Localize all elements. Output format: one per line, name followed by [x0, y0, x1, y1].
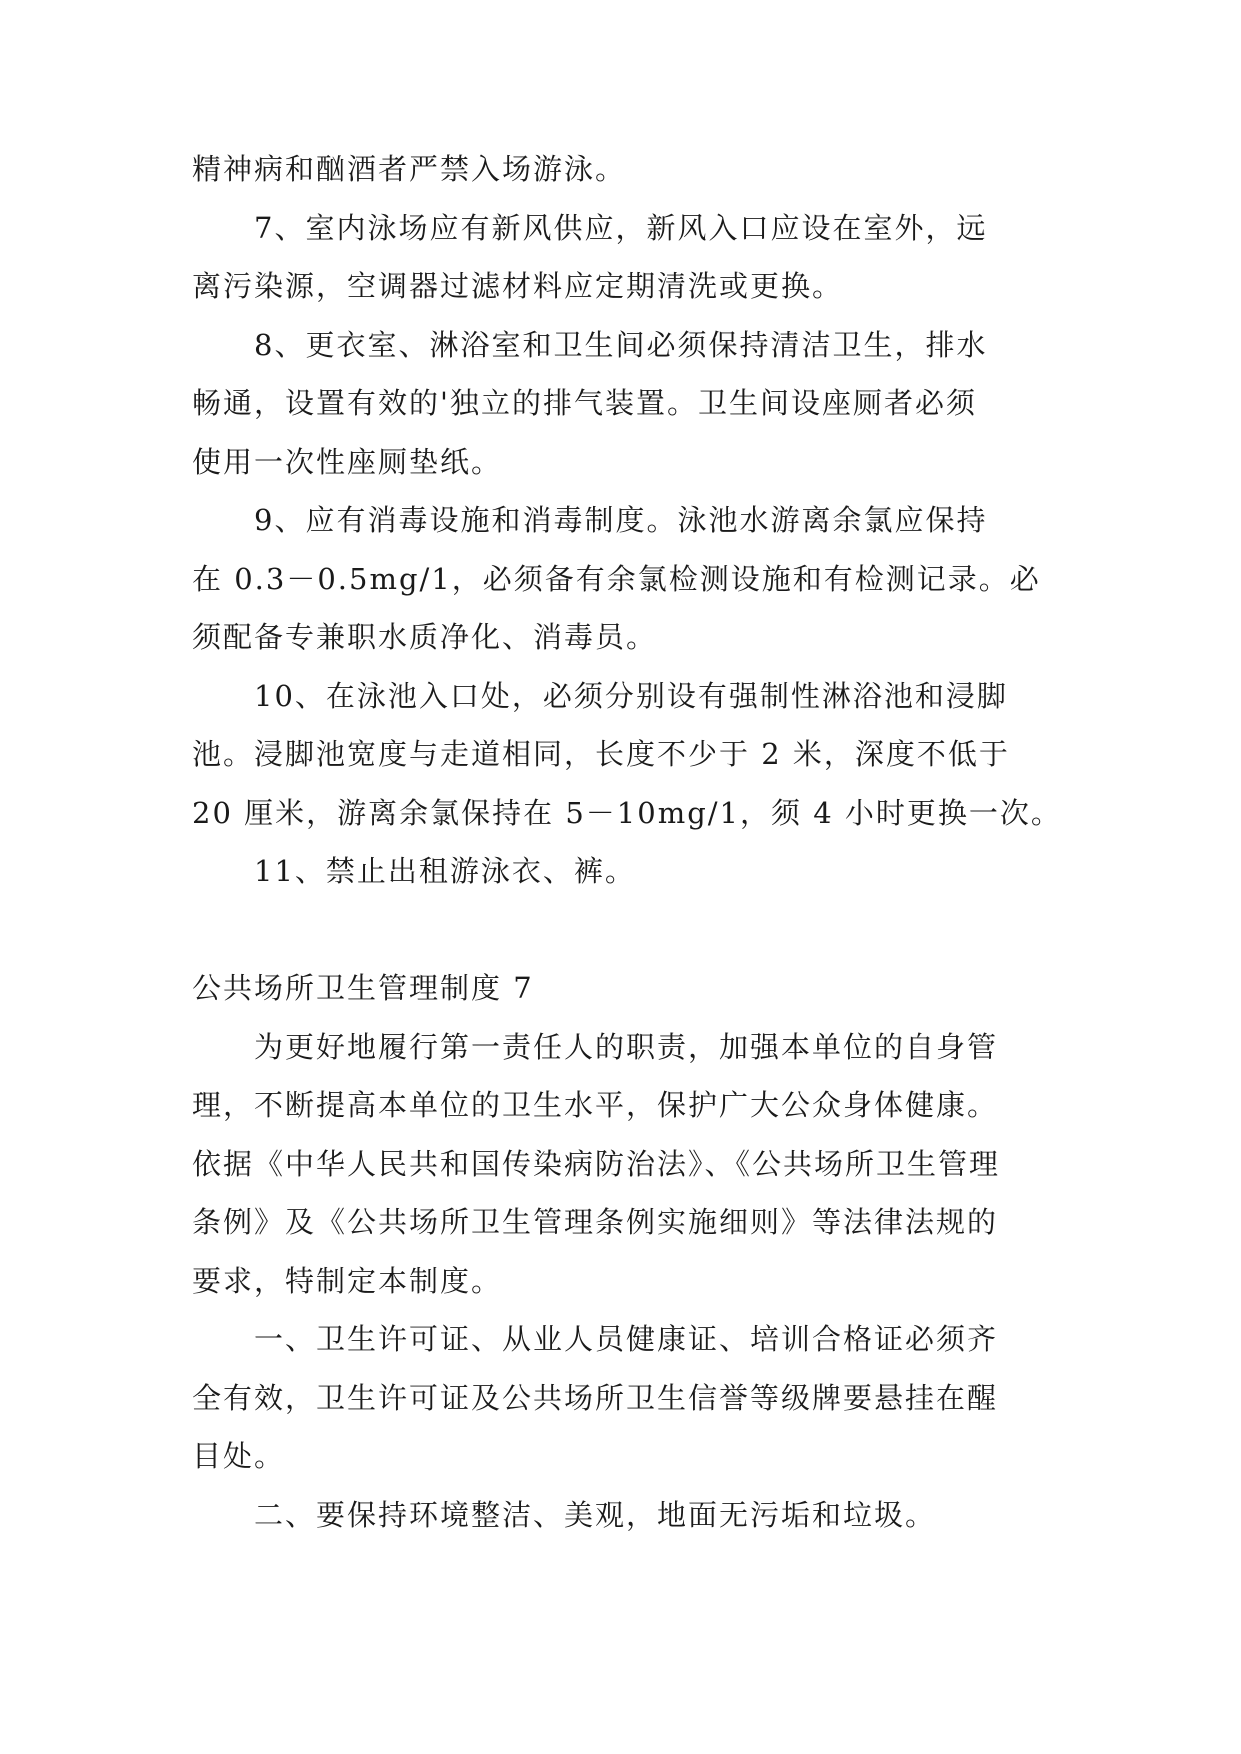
- body-line: 9、应有消毒设施和消毒制度。泳池水游离余氯应保持: [254, 503, 988, 537]
- body-line: 目处。: [192, 1439, 286, 1473]
- body-line: 20 厘米，游离余氯保持在 5－10mg/1，须 4 小时更换一次。: [192, 795, 1062, 830]
- body-line: 使用一次性座厕垫纸。: [192, 444, 503, 479]
- body-line: 畅通，设置有效的'独立的排气装置。卫生间设座厕者必须: [192, 386, 977, 420]
- body-line: 离污染源，空调器过滤材料应定期清洗或更换。: [192, 269, 844, 303]
- body-line: 要求，特制定本制度。: [192, 1263, 503, 1298]
- body-line: 须配备专兼职水质净化、消毒员。: [192, 620, 658, 654]
- body-line: 理，不断提高本单位的卫生水平，保护广大公众身体健康。: [192, 1088, 999, 1122]
- body-line: 7、室内泳场应有新风供应，新风入口应设在室外，远: [254, 210, 988, 245]
- body-line: 11、禁止出租游泳衣、裤。: [254, 854, 636, 888]
- body-line: 二、要保持环境整洁、美观，地面无污垢和垃圾。: [254, 1497, 937, 1532]
- body-line: 池。浸脚池宽度与走道相同，长度不少于 2 米，深度不低于: [192, 737, 1010, 771]
- body-line: 10、在泳池入口处，必须分别设有强制性淋浴池和浸脚: [254, 678, 1008, 713]
- body-line: 一、卫生许可证、从业人员健康证、培训合格证必须齐: [254, 1322, 999, 1356]
- body-line: 为更好地履行第一责任人的职责，加强本单位的自身管: [254, 1029, 999, 1064]
- body-line: 在 0.3－0.5mg/1，必须备有余氯检测设施和有检测记录。必: [192, 561, 1041, 596]
- body-line: 精神病和酗酒者严禁入场游泳。: [192, 152, 627, 186]
- body-line: 8、更衣室、淋浴室和卫生间必须保持清洁卫生，排水: [254, 327, 988, 362]
- body-line: 依据《中华人民共和国传染病防治法》、《公共场所卫生管理: [192, 1146, 1001, 1181]
- section-gap: [192, 901, 1052, 960]
- section-title: 公共场所卫生管理制度 7: [192, 971, 534, 1005]
- body-line: 全有效，卫生许可证及公共场所卫生信誉等级牌要悬挂在醒: [192, 1380, 999, 1415]
- document-body: [192, 140, 1062, 1544]
- body-line: 条例》及《公共场所卫生管理条例实施细则》等法律法规的: [192, 1205, 999, 1239]
